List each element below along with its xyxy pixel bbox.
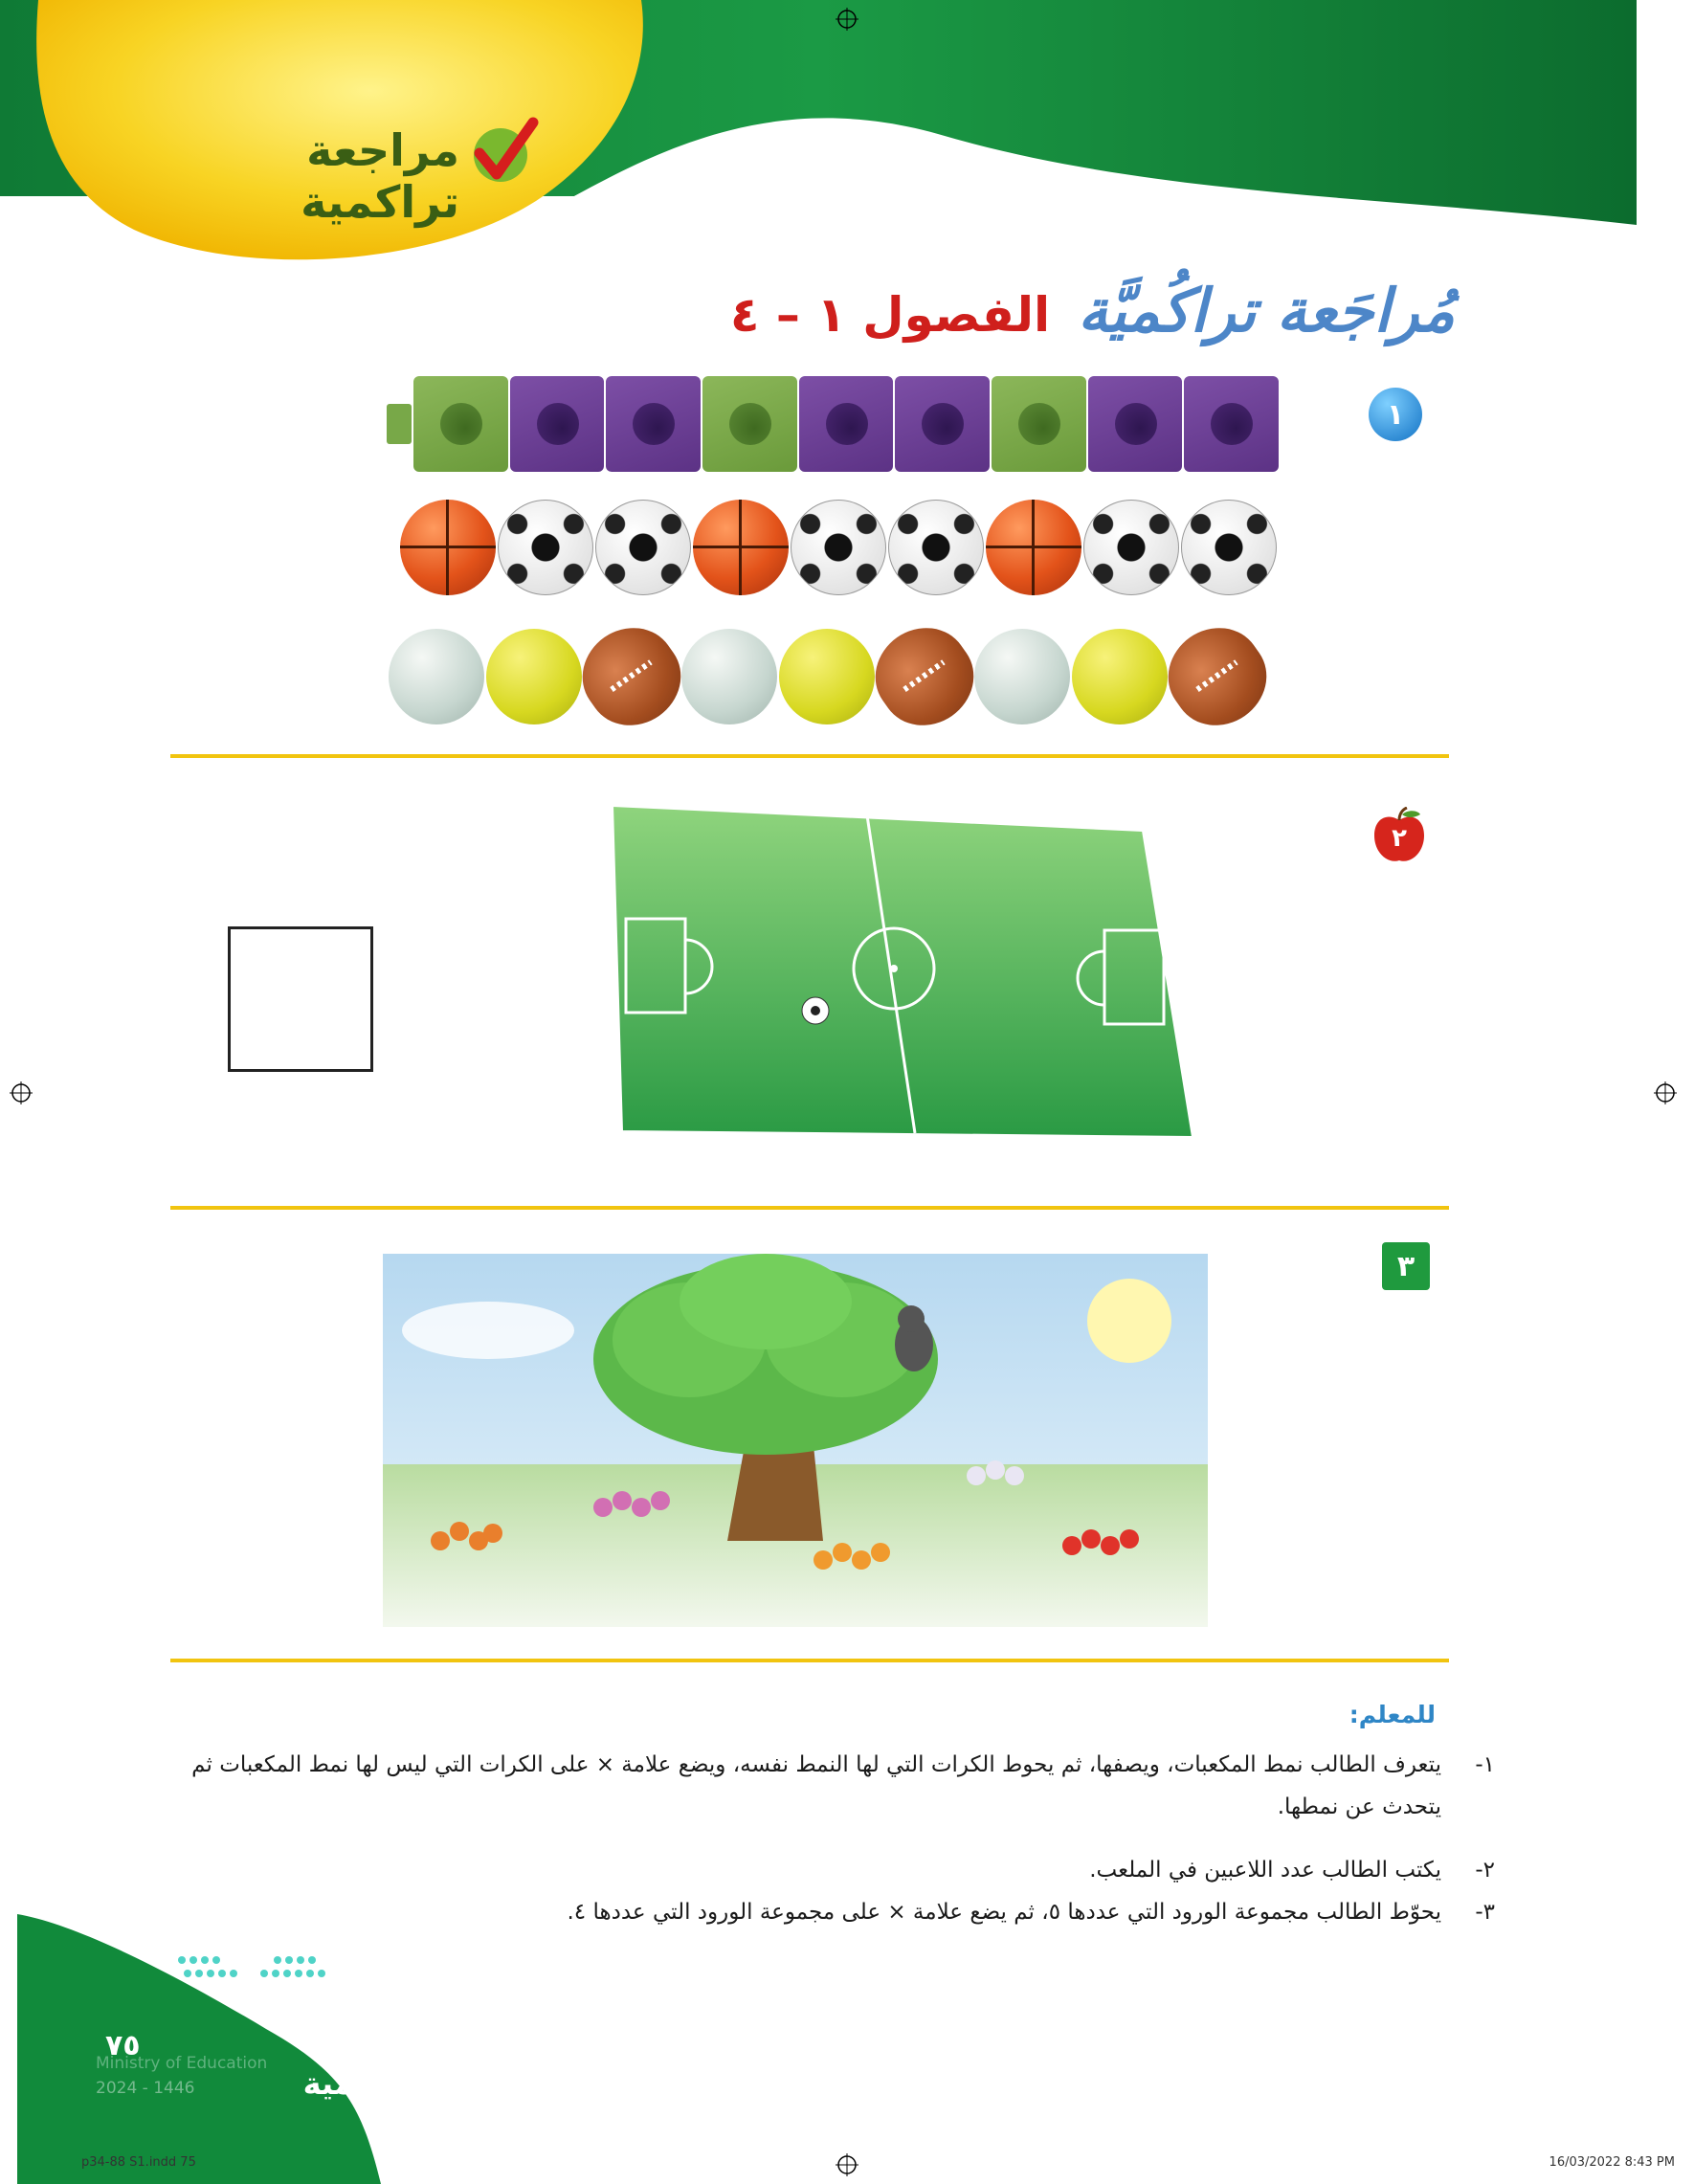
teacher-note-text: يحوّط الطالب مجموعة الورود التي عددها ٥، ثم يضع علامة × على مجموعة الورود التي عددها ٤. [567,1900,1441,1925]
teacher-note-2 [188,1849,1495,1891]
purple-cube [799,376,894,472]
soccer-ball[interactable] [595,500,691,595]
teacher-note-number: ٢- [1475,1858,1495,1883]
print-slug-date: 16/03/2022 8:43 PM [1549,2155,1675,2170]
answer-box[interactable] [228,926,373,1072]
footer-title: مراجعة تراكمية [302,2029,413,2102]
section-divider [170,754,1449,758]
ministry-years: 2024 - 1446 [96,2079,195,2098]
problem-number-badge-2 [1371,807,1428,866]
teacher-note-text: يكتب الطالب عدد اللاعبين في الملعب. [1089,1858,1441,1883]
volleyball-ball[interactable] [681,629,777,724]
problem-number-2: ٢ [1392,824,1407,853]
soccer-ball[interactable] [888,500,984,595]
purple-cube [510,376,605,472]
section-divider [170,1206,1449,1210]
ball-row-sports-1 [400,500,1292,595]
cube-hole [633,403,675,445]
football-ball[interactable] [1150,610,1283,743]
volleyball-ball[interactable] [389,629,484,724]
green-cube [992,376,1086,472]
purple-cube [1184,376,1279,472]
ministry-name: Ministry of Education [96,2054,268,2073]
section-title-chapters: الفصول ١ – ٤ [729,287,1051,343]
soccer-ball[interactable] [1181,500,1277,595]
section-title [729,276,1455,345]
tennis-ball[interactable] [486,629,582,724]
soccer-ball[interactable] [498,500,593,595]
page-number: ٧٥ [105,2029,141,2062]
cube-hole [1211,403,1253,445]
green-cube [702,376,797,472]
tennis-ball[interactable] [779,629,875,724]
cube-hole [440,403,482,445]
problem-number-badge-1: ١ [1369,388,1422,441]
teacher-notes-heading: للمعلم: [1349,1701,1436,1728]
check-icon [464,113,541,189]
cube-hole [922,403,964,445]
purple-cube [1088,376,1183,472]
basketball-ball[interactable] [693,500,789,595]
basketball-ball[interactable] [400,500,496,595]
purple-cube [895,376,990,472]
cube-hole [1115,403,1157,445]
cube-hole [826,403,868,445]
ball-row-sports-2 [389,629,1281,724]
registration-mark-icon [836,8,858,31]
green-cube [413,376,508,472]
print-slug-file: p34-88 S1.indd 75 [81,2155,196,2170]
header-title: مراجعة تراكمية [301,124,459,228]
football-ball[interactable] [858,610,991,743]
cube-hole [537,403,579,445]
basketball-ball[interactable] [986,500,1081,595]
teacher-note-number: ٣- [1475,1900,1495,1925]
football-ball[interactable] [565,610,698,743]
soccer-field-illustration [607,806,1192,1137]
section-divider [170,1659,1449,1662]
teacher-note-number: ١- [1475,1752,1495,1777]
purple-cube [606,376,701,472]
problem-number-badge-3: ٣ [1382,1242,1430,1290]
registration-mark-icon [836,2153,858,2176]
soccer-ball[interactable] [791,500,886,595]
cube-hole [1018,403,1060,445]
volleyball-ball[interactable] [974,629,1070,724]
teacher-note-1 [188,1744,1495,1828]
tree-flowers-scene [383,1254,1208,1627]
cube-peg [387,404,412,444]
registration-mark-icon [1654,1081,1677,1104]
tennis-ball[interactable] [1072,629,1168,724]
soccer-ball[interactable] [1083,500,1179,595]
registration-mark-icon [10,1081,33,1104]
cube-pattern-row [413,376,1279,472]
section-title-main: مُراجَعة تراكُميَّة [1078,276,1455,345]
cube-hole [729,403,771,445]
teacher-note-text: يتعرف الطالب نمط المكعبات، ويصفها، ثم يحوط الكرات التي لها النمط نفسه، ويضع علامة × على الكرات التي ليس لها نمط المكعبات ثم يتحدث عن نمطها. [191,1752,1441,1819]
ministry-logo [172,1952,345,1996]
